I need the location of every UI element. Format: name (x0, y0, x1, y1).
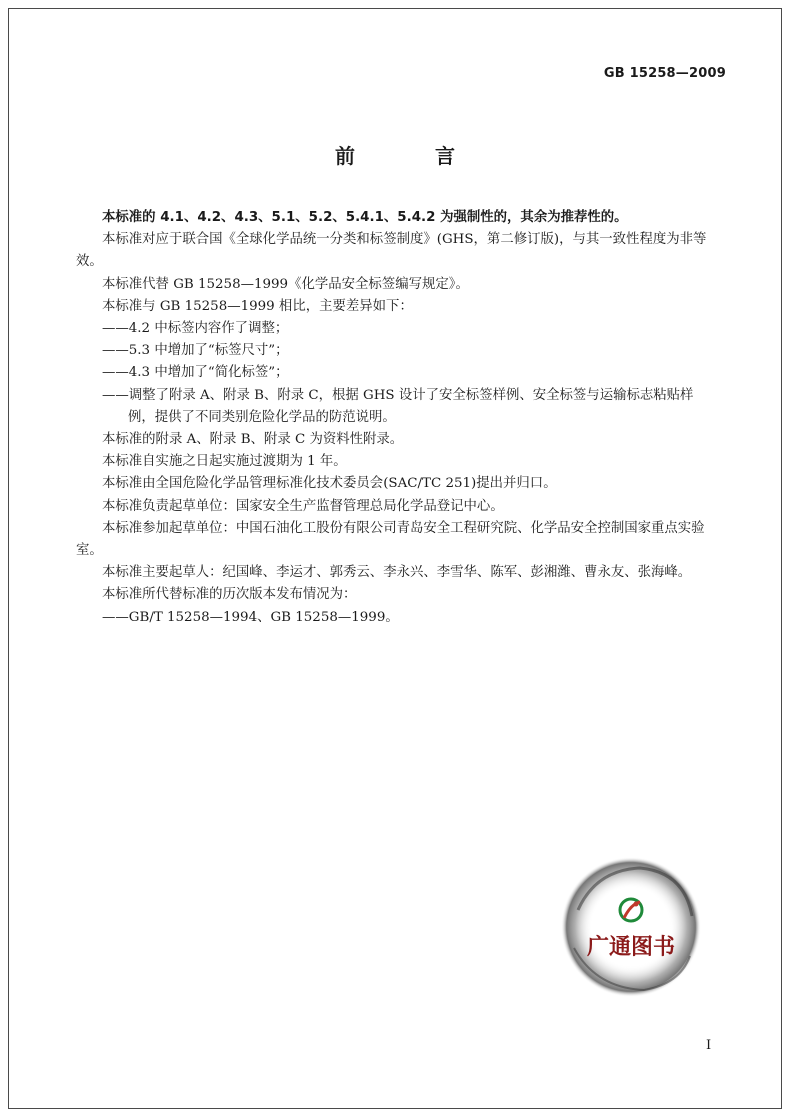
paragraph-replaces: 本标准代替 GB 15258—1999《化学品安全标签编写规定》。 (102, 276, 469, 292)
difference-item: ——5.3 中增加了“标签尺寸”； (102, 343, 289, 359)
preface-content (76, 207, 726, 629)
paragraph-history-intro: 本标准所代替标准的历次版本发布情况为： (102, 587, 357, 603)
paragraph-drafters: 本标准主要起草人：纪国峰、李运才、郭秀云、李永兴、李雪华、陈军、彭湘潍、曹永友、张海峰。 (102, 565, 692, 581)
difference-item: ——4.2 中标签内容作了调整； (102, 321, 289, 337)
difference-item-line2: 例，提供了不同类别危险化学品的防范说明。 (128, 409, 396, 425)
history-item: ——GB/T 15258—1994、GB 15258—1999。 (102, 609, 399, 625)
ink-brush-ring (561, 857, 701, 997)
paragraph-annexes: 本标准的附录 A、附录 B、附录 C 为资料性附录。 (102, 432, 404, 448)
seal-graphic (556, 852, 706, 1002)
page-title: 前 言 (335, 144, 485, 168)
paragraph-drafting-unit: 本标准负责起草单位：国家安全生产监督管理总局化学品登记中心。 (102, 498, 504, 514)
paragraph-participating-units: 本标准参加起草单位：中国石油化工股份有限公司青岛安全工程研究院、化学品安全控制国家重点实验室。 (76, 520, 705, 559)
difference-item (76, 385, 726, 429)
paragraph-transition: 本标准自实施之日起实施过渡期为 1 年。 (102, 454, 347, 470)
page-number: I (706, 1038, 712, 1053)
paragraph-mandatory-clauses: 本标准的 4.1、4.2、4.3、5.1、5.2、5.4.1、5.4.2 为强制性的，其余为推荐性的。 (102, 210, 628, 225)
standard-code: GB 15258—2009 (603, 66, 726, 81)
difference-item-line1: ——调整了附录 A、附录 B、附录 C，根据 GHS 设计了安全标签样例、安全标签与运输标志粘贴样 (102, 387, 694, 403)
seal-text: 广通图书 (586, 934, 676, 960)
difference-item: ——4.3 中增加了“简化标签”； (102, 365, 289, 381)
paragraph-differences-intro: 本标准与 GB 15258—1999 相比，主要差异如下： (102, 298, 413, 314)
paragraph-correspondence: 本标准对应于联合国《全球化学品统一分类和标签制度》(GHS，第二修订版)，与其一致性程度为非等效。 (76, 232, 707, 270)
watermark-seal (556, 852, 706, 1002)
paragraph-proposed-by: 本标准由全国危险化学品管理标准化技术委员会(SAC/TC 251)提出并归口。 (102, 476, 557, 492)
